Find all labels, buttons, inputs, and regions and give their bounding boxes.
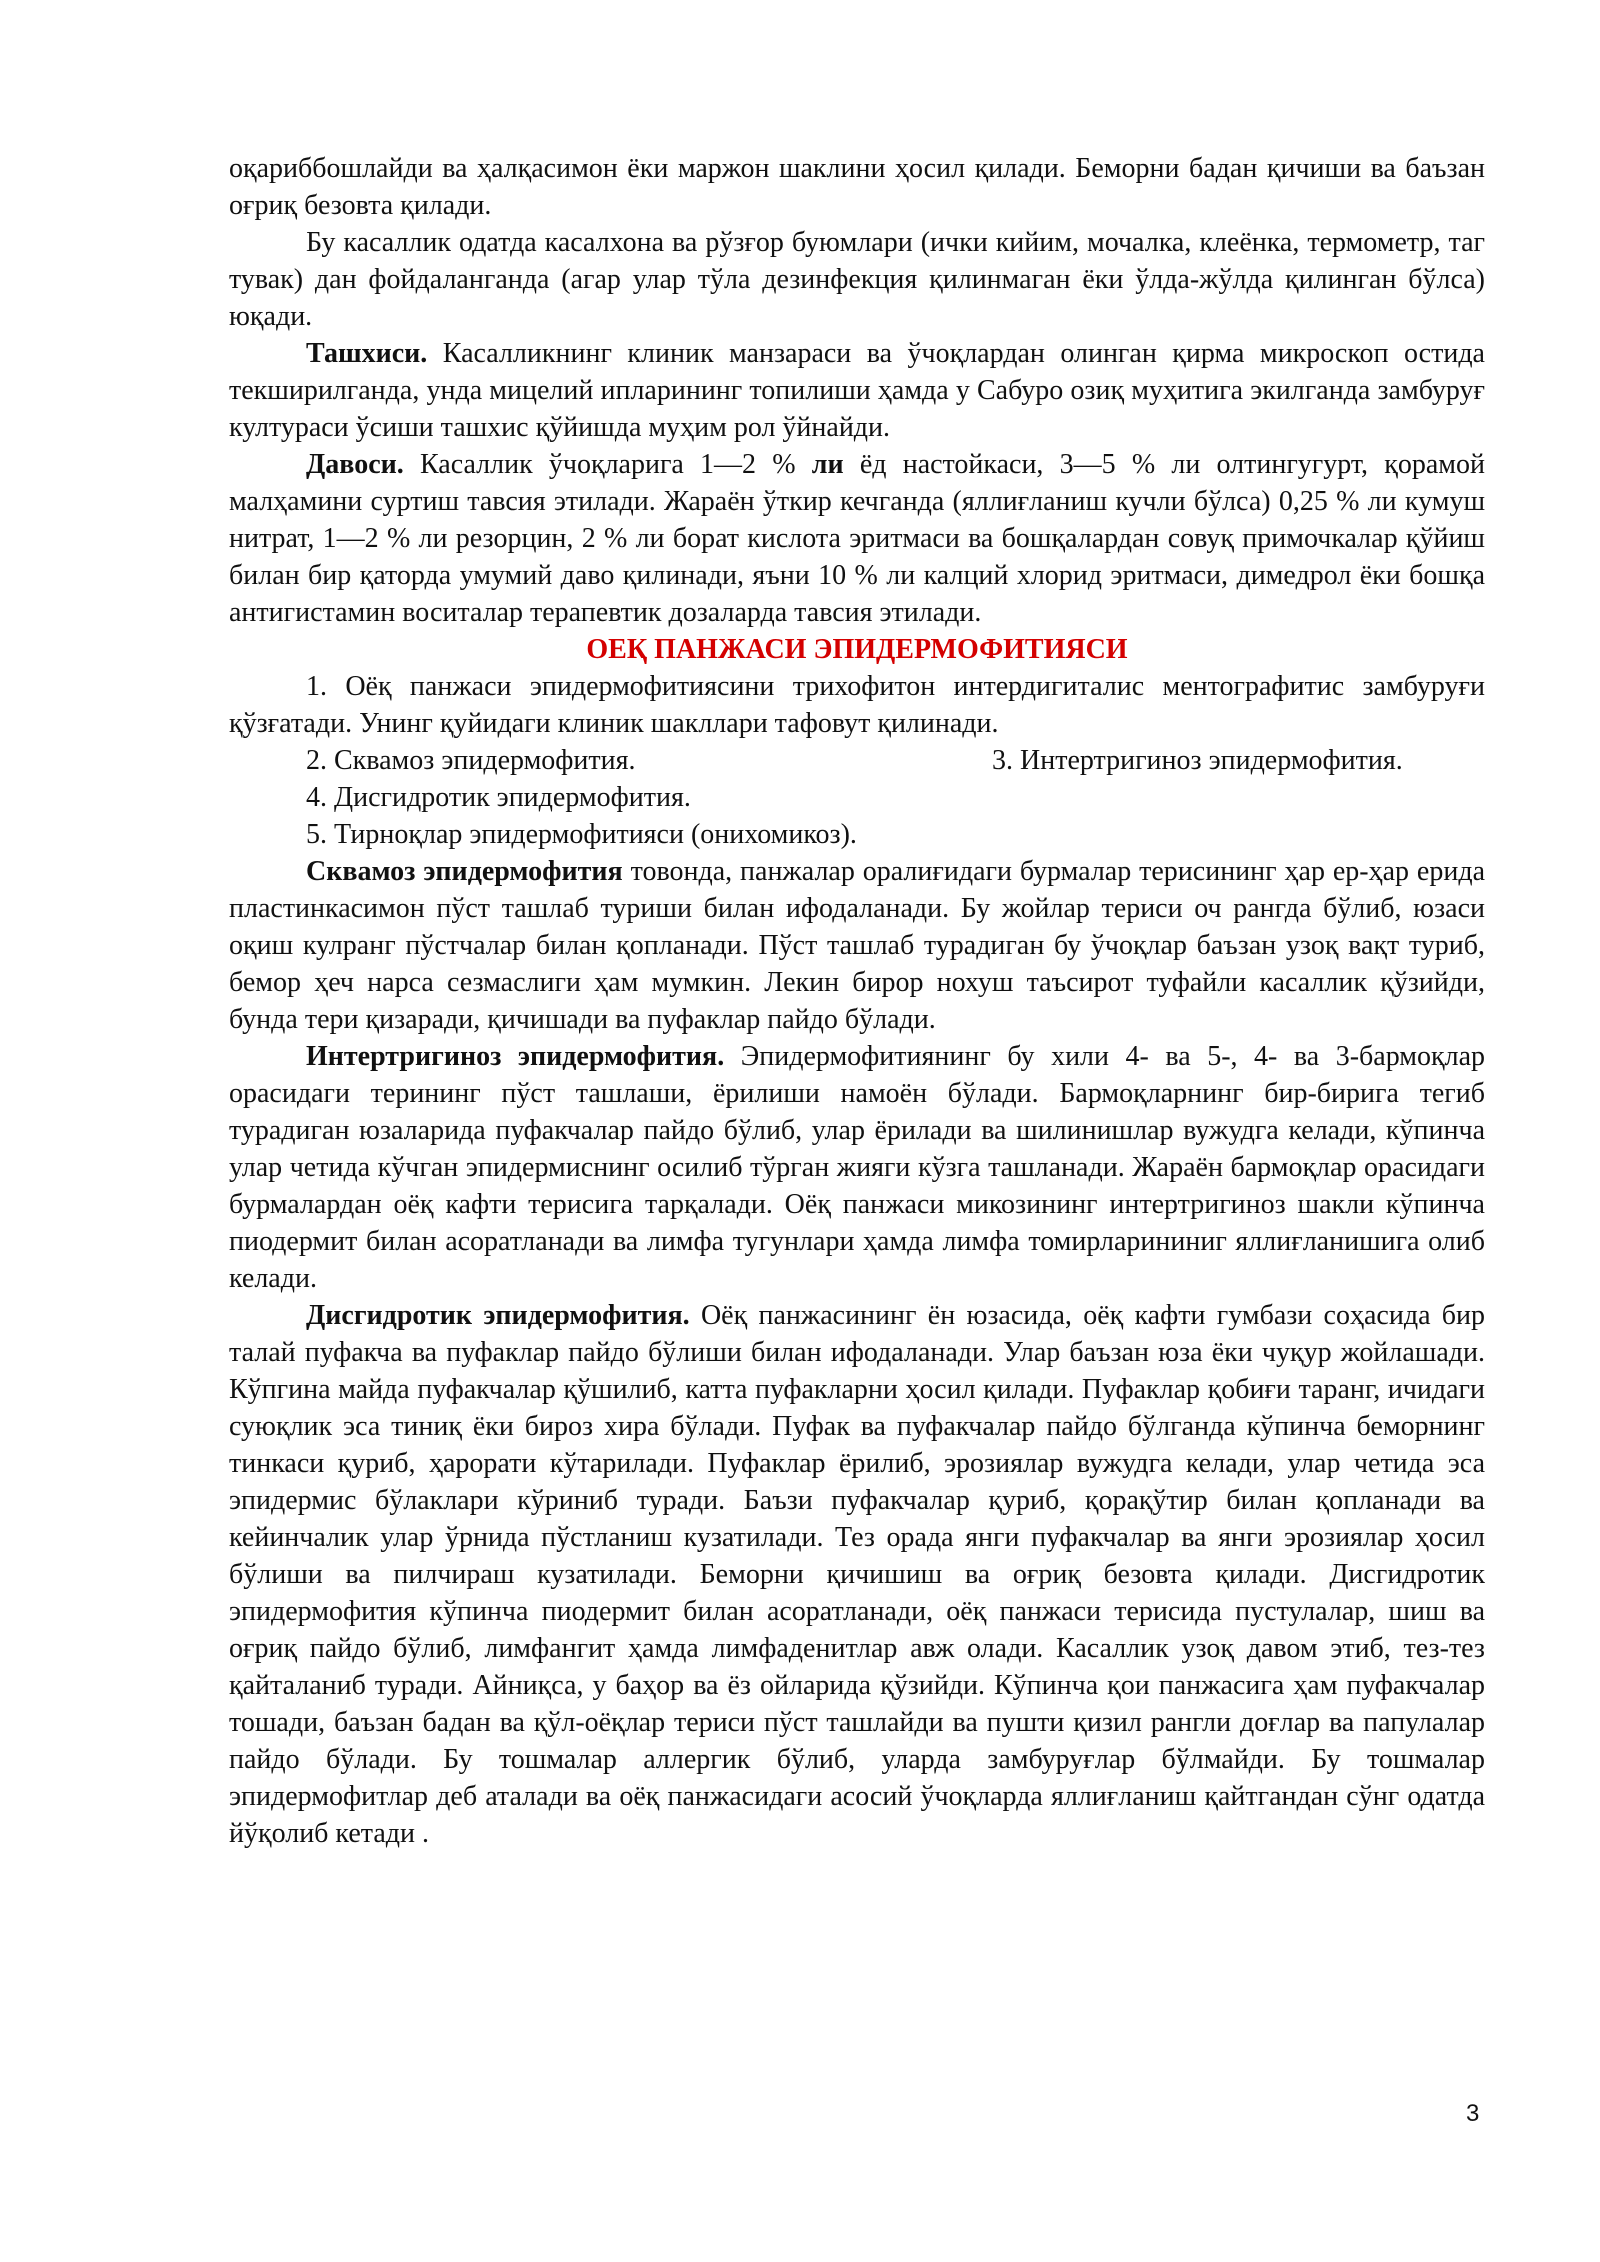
page-number: 3 bbox=[1466, 2100, 1480, 2127]
paragraph-intro-continuation: оқариббошлайди ва ҳалқасимон ёки маржон шаклини ҳосил қилади. Беморни бадан қичиши ва баъзан оғриқ безовта қилади. bbox=[229, 153, 1485, 221]
intertriginous-label: Интертригиноз эпидермофития. bbox=[306, 1041, 725, 1072]
document-page bbox=[229, 150, 1485, 1852]
list-item: 3. Интертригиноз эпидермофития. bbox=[992, 745, 1403, 776]
diagnosis-label: Ташхиси. bbox=[306, 338, 428, 369]
paragraph-forms-intro: 1. Оёқ панжаси эпидермофитиясини трихофитон интердигиталис ментографитис замбуруғи қўзғатади. Унинг қуйидаги клиник шакллари тафовут қилинади. bbox=[229, 671, 1485, 739]
list-item: 5. Тирноқлар эпидермофитияси (онихомикоз). bbox=[306, 819, 857, 850]
intertriginous-text: Эпидермофитиянинг бу хили 4- ва 5-, 4- ва 3-бармоқлар орасидаги терининг пўст ташлаши, ёрилиши намоён бўлади. Бармоқларнинг бир-бирига тегиб турадиган юзаларида пуфакчалар пайдо бўлиб, улар ёрилади ва шилинишлар вужудга келади, кўпинча улар четида кўчган эпидермиснинг осилиб тўрган жияги кўзга ташланади. Жараён бармоқлар орасидаги бурмалардан оёқ кафти терисига тарқалади. Оёқ панжаси микозининг интертригиноз шакли кўпинча пиодермит билан асоратланади ва лимфа тугунлари ҳамда лимфа томирларининиг яллиғланишига олиб келади. bbox=[229, 1041, 1485, 1294]
diagnosis-text: Касалликнинг клиник манзараси ва ўчоқлардан олинган қирма микроскоп остида текширилганда, унда мицелий ипларининг топилиши ҳамда у Сабуро озиқ муҳитига экилганда замбуруғ култураси ўсиши ташхис қўйишда муҳим рол ўйнайди. bbox=[229, 338, 1485, 443]
paragraph-dyshidrotic bbox=[229, 1297, 1485, 1852]
list-item: 4. Дисгидротик эпидермофития. bbox=[306, 782, 691, 813]
paragraph-treatment bbox=[229, 446, 1485, 631]
treatment-label: Давоси. bbox=[306, 449, 404, 480]
paragraph-transmission: Бу касаллик одатда касалхона ва рўзғор буюмлари (ички кийим, мочалка, клеёнка, термометр, таг тувак) дан фойдаланганда (агар улар тўла дезинфекция қилинмаган ёки ўлда-жўлда қилинган бўлса) юқади. bbox=[229, 227, 1485, 332]
squamous-text: товонда, панжалар оралиғидаги бурмалар терисининг ҳар ер-ҳар ерида пластинкасимон пўст ташлаб туриши билан ифодаланади. Бу жойлар териси оч рангда бўлиб, юзаси оқиш кулранг пўстчалар билан қопланади. Пўст ташлаб турадиган бу ўчоқлар баъзан узоқ вақт туриб, бемор ҳеч нарса сезмаслиги ҳам мумкин. Лекин бирор нохуш таъсирот туфайли касаллик қўзийди, бунда тери қизаради, қичишади ва пуфаклар пайдо бўлади. bbox=[229, 856, 1486, 1035]
treatment-bold-li: ли bbox=[811, 449, 844, 480]
paragraph-diagnosis bbox=[229, 335, 1485, 446]
squamous-label: Сквамоз эпидермофития bbox=[306, 856, 623, 887]
treatment-text-b: ёд настойкаси, 3—5 % ли олтингугурт, қорамой малҳамини суртиш тавсия этилади. Жараён ўткир кечганда (яллиғланиш кучли бўлса) 0,25 % ли кумуш нитрат, 1—2 % ли резорцин, 2 % ли борат кислота эритмаси ва бошқалардан совуқ примочкалар қўйиш билан бир қаторда умумий даво қилинади, яъни 10 % ли калций хлорид эритмаси, димедрол ёки бошқа антигистамин воситалар терапевтик дозаларда тавсия этилади. bbox=[229, 449, 1485, 628]
paragraph-intertriginous bbox=[229, 1038, 1485, 1297]
list-item: 2. Сквамоз эпидермофития. bbox=[306, 745, 636, 776]
forms-list-row bbox=[229, 742, 1485, 779]
dyshidrotic-label: Дисгидротик эпидермофития. bbox=[306, 1300, 690, 1331]
dyshidrotic-text: Оёқ панжасининг ён юзасида, оёқ кафти гумбази соҳасида бир талай пуфакча ва пуфаклар пайдо бўлиши билан ифодаланади. Улар баъзан юза ёки чуқур жойлашади. Кўпгина майда пуфакчалар қўшилиб, катта пуфакларни ҳосил қилади. Пуфаклар қобиғи таранг, ичидаги суюқлик эса тиниқ ёки бироз хира бўлади. Пуфак ва пуфакчалар пайдо бўлганда кўпинча беморнинг тинкаси қуриб, ҳарорати кўтарилади. Пуфаклар ёрилиб, эрозиялар вужудга келади, улар четида эса эпидермис бўлаклари кўриниб туради. Баъзи пуфакчалар қуриб, қорақўтир билан қопланади ва кейинчалик улар ўрнида пўстланиш кузатилади. Тез орада янги пуфакчалар ва янги эрозиялар ҳосил бўлиши ва пилчираш кузатилади. Беморни қичишиш ва оғриқ безовта қилади. Дисгидротик эпидермофития кўпинча пиодермит билан асоратланади, оёқ панжаси терисида пустулалар, шиш ва оғриқ пайдо бўлиб, лимфангит ҳамда лимфаденитлар авж олади. Касаллик узоқ давом этиб, тез-тез қайталаниб туради. Айниқса, у баҳор ва ёз ойларида қўзийди. Кўпинча қои панжасига ҳам пуфакчалар тошади, баъзан бадан ва қўл-оёқлар териси пўст ташлайди ва пушти қизил рангли доғлар ва папулалар пайдо бўлади. Бу тошмалар аллергик бўлиб, уларда замбуруғлар бўлмайди. Бу тошмалар эпидермофитлар деб аталади ва оёқ панжасидаги асосий ўчоқларда яллиғланиш қайтгандан сўнг одатда йўқолиб кетади . bbox=[229, 1300, 1485, 1849]
section-heading: ОЕҚ ПАНЖАСИ ЭПИДЕРМОФИТИЯСИ bbox=[586, 634, 1128, 665]
treatment-text-a: Касаллик ўчоқларига 1—2 % bbox=[403, 449, 812, 480]
paragraph-squamous bbox=[229, 853, 1485, 1038]
